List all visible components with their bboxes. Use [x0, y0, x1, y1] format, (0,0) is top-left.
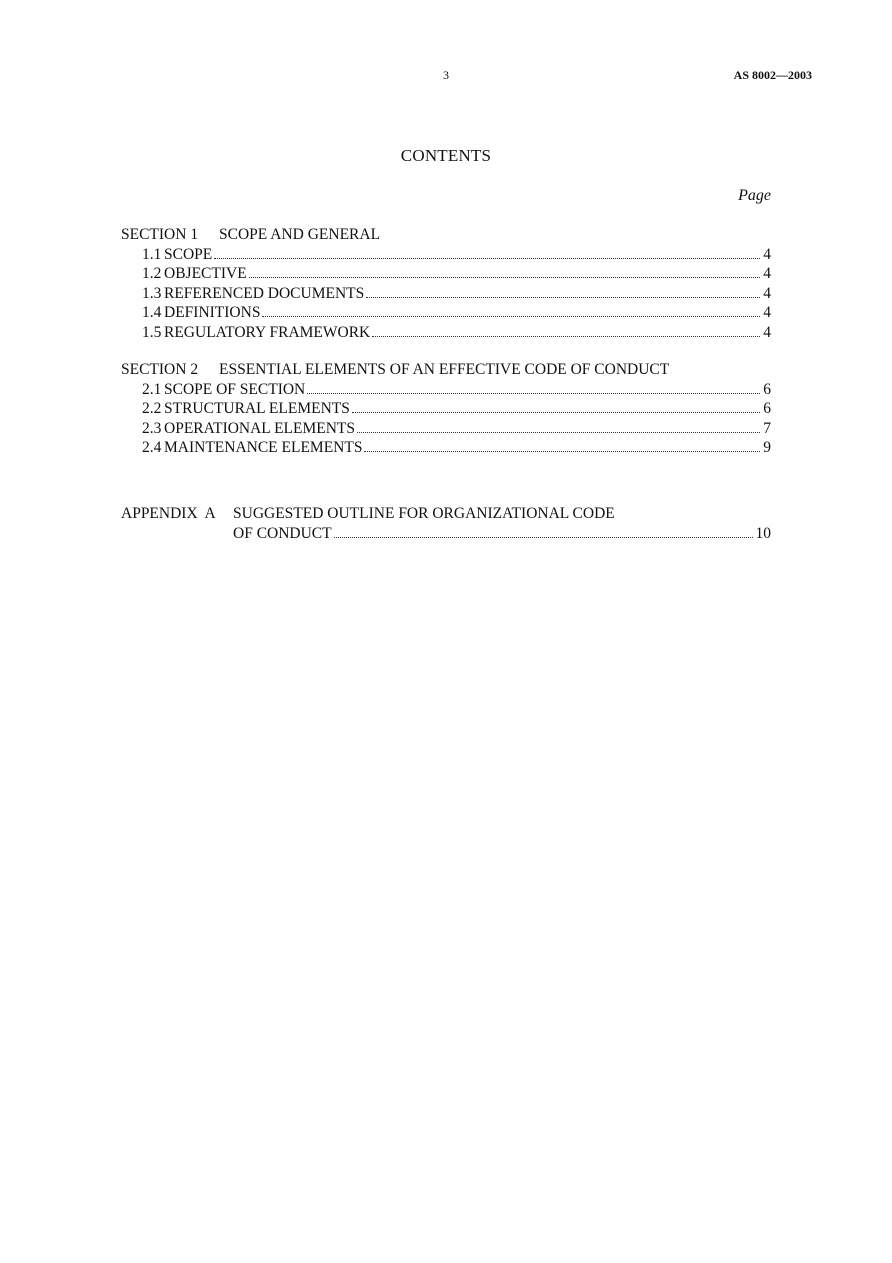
- dot-leader: [307, 393, 760, 394]
- appendix-title-line2: OF CONDUCT: [233, 524, 332, 542]
- section-heading[interactable]: [121, 360, 771, 380]
- toc-appendix[interactable]: [121, 504, 771, 543]
- toc-entry[interactable]: [121, 380, 771, 400]
- dot-leader: [364, 451, 760, 452]
- appendix-title-line1: SUGGESTED OUTLINE FOR ORGANIZATIONAL CODE: [233, 505, 615, 522]
- entry-page: 4: [763, 284, 771, 302]
- section-label: SECTION 2: [121, 361, 199, 378]
- dot-leader: [334, 537, 753, 538]
- entry-number: 2.3: [142, 419, 162, 437]
- entry-title: SCOPE: [164, 245, 213, 263]
- entry-title: REGULATORY FRAMEWORK: [164, 323, 371, 341]
- entry-number: 1.5: [142, 323, 162, 341]
- toc-entry[interactable]: [121, 399, 771, 419]
- entry-page: 6: [763, 380, 771, 398]
- entry-title: STRUCTURAL ELEMENTS: [164, 400, 350, 417]
- toc-entry[interactable]: [121, 438, 771, 458]
- dot-leader: [366, 297, 760, 298]
- section-heading[interactable]: [121, 225, 771, 245]
- toc-entry[interactable]: [121, 303, 771, 323]
- entry-number: 2.4: [142, 439, 162, 456]
- page-column-label: Page: [738, 187, 771, 204]
- dot-leader: [372, 336, 760, 337]
- appendix-page: 10: [755, 524, 771, 542]
- toc-entry[interactable]: [121, 264, 771, 284]
- toc-section-2: [121, 360, 771, 458]
- entry-title: DEFINITIONS: [164, 304, 261, 321]
- entry-page: 4: [763, 245, 771, 263]
- contents-title: CONTENTS: [400, 146, 492, 165]
- entry-number: 1.2: [142, 265, 162, 282]
- dot-leader: [357, 432, 760, 433]
- entry-page: 6: [763, 400, 771, 417]
- entry-title: REFERENCED DOCUMENTS: [164, 284, 365, 302]
- entry-number: 2.1: [142, 380, 162, 398]
- entry-page: 9: [763, 439, 771, 456]
- dot-leader: [249, 277, 760, 278]
- dot-leader: [262, 316, 760, 317]
- entry-number: 1.1: [142, 245, 162, 263]
- toc-entry[interactable]: [121, 323, 771, 343]
- page-number: 3: [443, 68, 449, 82]
- entry-title: OBJECTIVE: [164, 265, 247, 282]
- entry-page: 4: [763, 304, 771, 321]
- section-title: ESSENTIAL ELEMENTS OF AN EFFECTIVE CODE OF CONDUCT: [219, 361, 670, 378]
- section-title: SCOPE AND GENERAL: [219, 226, 381, 243]
- standard-id: AS 8002—2003: [733, 68, 812, 82]
- appendix-label: APPENDIX A: [121, 505, 216, 522]
- toc-section-1: [121, 225, 771, 342]
- section-label: SECTION 1: [121, 226, 199, 243]
- entry-page: 4: [763, 323, 771, 341]
- entry-page: 4: [763, 265, 771, 282]
- entry-number: 2.2: [142, 400, 162, 417]
- entry-page: 7: [763, 419, 771, 437]
- entry-title: SCOPE OF SECTION: [164, 380, 306, 398]
- dot-leader: [352, 412, 760, 413]
- toc-entry[interactable]: [121, 245, 771, 265]
- dot-leader: [214, 258, 760, 259]
- entry-number: 1.4: [142, 304, 162, 321]
- toc-entry[interactable]: [121, 419, 771, 439]
- entry-number: 1.3: [142, 284, 162, 302]
- entry-title: OPERATIONAL ELEMENTS: [164, 419, 356, 437]
- appendix-continuation: [121, 524, 771, 544]
- toc-entry[interactable]: [121, 284, 771, 304]
- entry-title: MAINTENANCE ELEMENTS: [164, 439, 363, 456]
- appendix-heading: [121, 504, 771, 524]
